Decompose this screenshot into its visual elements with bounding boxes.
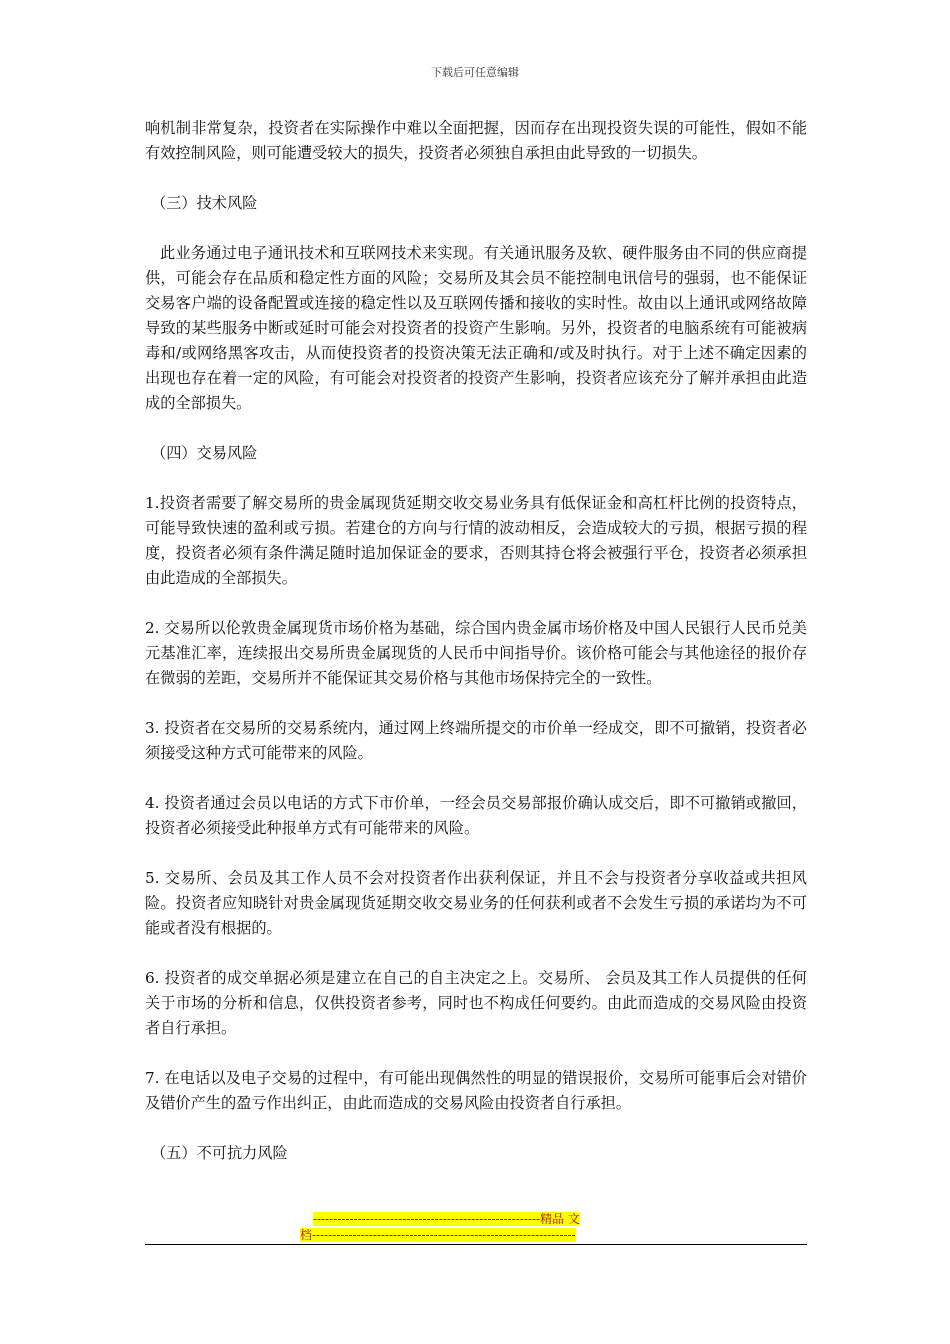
trading-risk-item-2: 2. 交易所以伦敦贵金属现货市场价格为基础，综合国内贵金属市场价格及中国人民银行人民币兑美元基准汇率，连续报出交易所贵金属现货的人民币中间指导价。该价格可能会与其他途径的报价存在微弱的差距，交易所并不能保证其交易价格与其他市场保持完全的一致性。 xyxy=(145,619,807,687)
paragraph-technical-risk: 此业务通过电子通讯技术和互联网技术来实现。有关通讯服务及软、硬件服务由不同的供应商提供，可能会存在品质和稳定性方面的风险；交易所及其会员不能控制电讯信号的强弱，也不能保证交易客户端的设备配置或连接的稳定性以及互联网传播和接收的实时性。故由以上通讯或网络故障导致的某些服务中断或延时可能会对投资者的投资产生影响。另外，投资者的电脑系统有可能被病毒和/或网络黑客攻击，从而使投资者的投资决策无法正确和/或及时执行。对于上述不确定因素的出现也存在着一定的风险，有可能会对投资者的投资产生影响，投资者应该充分了解并承担由此造成的全部损失。 xyxy=(145,244,807,412)
trading-risk-item-1: 1.投资者需要了解交易所的贵金属现货延期交收交易业务具有低保证金和高杠杆比例的投资特点，可能导致快速的盈利或亏损。若建仓的方向与行情的波动相反，会造成较大的亏损，根据亏损的程度，投资者必须有条件满足随时追加保证金的要求，否则其持仓将会被强行平仓，投资者必须承担由此造成的全部损失。 xyxy=(145,494,807,587)
paragraph-continuation: 响机制非常复杂，投资者在实际操作中难以全面把握，因而存在出现投资失误的可能性，假如不能有效控制风险，则可能遭受较大的损失，投资者必须独自承担由此导致的一切损失。 xyxy=(145,119,807,162)
footer-rule xyxy=(145,1244,807,1245)
page-footer xyxy=(300,1211,650,1243)
trading-risk-item-6: 6. 投资者的成交单据必须是建立在自己的自主决定之上。交易所、 会员及其工作人员提供的任何关于市场的分析和信息，仅供投资者参考，同时也不构成任何要约。由此而造成的交易风险由投资者自行承担。 xyxy=(145,969,807,1037)
section-heading-trading-risk: （四）交易风险 xyxy=(151,444,258,462)
page-header: 下载后可任意编辑 xyxy=(431,66,519,79)
trading-risk-item-5: 5. 交易所、会员及其工作人员不会对投资者作出获利保证，并且不会与投资者分享收益或共担风险。投资者应知晓针对贵金属现货延期交收交易业务的任何获利或者不会发生亏损的承诺均为不可能或者没有根据的。 xyxy=(145,869,807,937)
trading-risk-item-4: 4. 投资者通过会员以电话的方式下市价单，一经会员交易部报价确认成交后，即不可撤销或撤回，投资者必须接受此种报单方式有可能带来的风险。 xyxy=(145,794,807,837)
section-heading-technical-risk: （三）技术风险 xyxy=(151,194,258,212)
trading-risk-item-7: 7. 在电话以及电子交易的过程中，有可能出现偶然性的明显的错误报价，交易所可能事后会对错价及错价产生的盈亏作出纠正，由此而造成的交易风险由投资者自行承担。 xyxy=(145,1069,807,1112)
trading-risk-item-3: 3. 投资者在交易所的交易系统内，通过网上终端所提交的市价单一经成交，即不可撤销，投资者必须接受这种方式可能带来的风险。 xyxy=(145,719,807,762)
footer-line-1: --------------------------------------------------------精品 文 xyxy=(313,1212,580,1226)
section-heading-force-majeure: （五）不可抗力风险 xyxy=(151,1144,288,1162)
document-body xyxy=(145,116,807,1191)
footer-line-2: 档----------------------------------------------------------------- xyxy=(300,1228,576,1242)
